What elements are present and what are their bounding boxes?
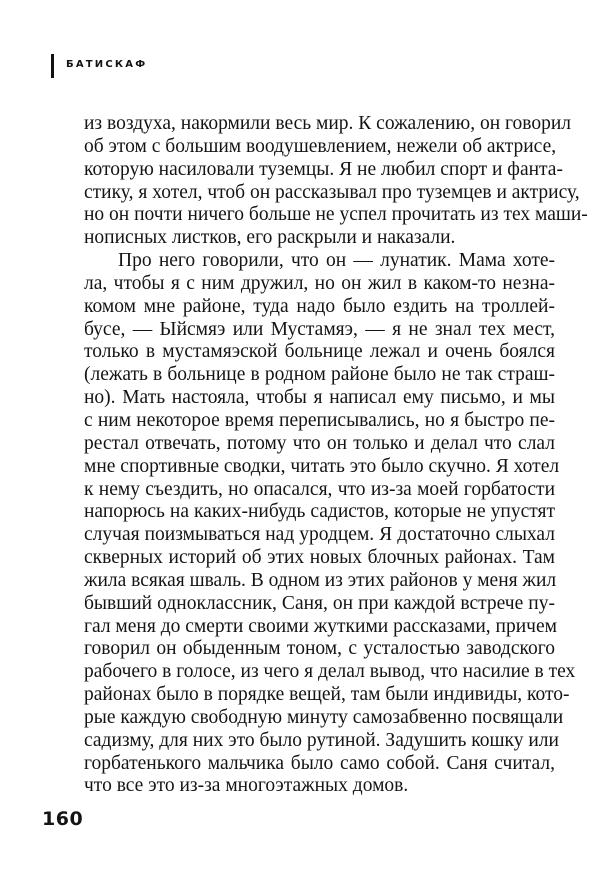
body-text xyxy=(84,113,588,798)
text-line: напорюсь на каких-нибудь садистов, которые не упустят xyxy=(84,501,555,523)
text-line: гал меня до смерти своими жуткими рассказами, причем xyxy=(84,615,557,637)
text-line: случая поизмываться над уродцем. Я достаточно слыхал xyxy=(84,524,555,546)
text-line: жила всякая шваль. В одном из этих районов у меня жил xyxy=(84,569,557,591)
text-line: говорил он обыденным тоном, с усталостью заводского xyxy=(84,638,555,660)
text-line: комом мне районе, туда надо было ездить на троллей- xyxy=(84,295,555,317)
paragraph xyxy=(84,113,588,250)
text-line: скверных историй об этих новых блочных районах. Там xyxy=(84,547,555,569)
text-line: но он почти ничего больше не успел прочитать из тех маши- xyxy=(84,204,588,226)
text-line: мне спортивные сводки, читать это было скучно. Я хотел xyxy=(84,455,560,477)
page-number: 160 xyxy=(42,808,84,830)
text-line: но). Мать настояла, чтобы я написал ему письмо, и мы xyxy=(84,387,555,409)
text-line: (лежать в больнице в родном районе было не так страш- xyxy=(84,364,555,386)
text-line: садизму, для них это было рутиной. Задушить кошку или xyxy=(84,729,559,751)
running-head: БАТИСКАФ xyxy=(66,59,148,70)
text-line: ла, чтобы я с ним дружил, но он жил в каком-то незна- xyxy=(84,272,555,294)
text-line: нописных листков, его раскрыли и наказали. xyxy=(84,227,456,249)
text-line: стику, я хотел, чтоб он рассказывал про туземцев и актрису, xyxy=(84,181,580,203)
text-line: что все это из-за многоэтажных домов. xyxy=(84,775,409,797)
text-line: к нему съездить, но опасался, что из-за моей горбатости xyxy=(84,478,555,500)
text-line: бывший одноклассник, Саня, он при каждой встрече пу- xyxy=(84,592,555,614)
text-line: рые каждую свободную минуту самозабвенно посвящали xyxy=(84,706,564,728)
running-head-rule xyxy=(51,54,54,78)
text-line: которую насиловали туземцы. Я не любил спорт и фанта- xyxy=(84,158,563,180)
text-line: об этом с большим воодушевлением, нежели об актрисе, xyxy=(84,135,557,157)
paragraph xyxy=(84,250,576,798)
text-line: бусе, — Ыйсмяэ или Мустамяэ, — я не знал тех мест, xyxy=(84,318,555,340)
text-line: рестал отвечать, потому что он только и делал что слал xyxy=(84,432,555,454)
text-line: районах было в порядке вещей, там были индивиды, кото- xyxy=(84,684,570,706)
text-line: из воздуха, накормили весь мир. К сожалению, он говорил xyxy=(84,113,572,134)
text-line: только в мустамяэской больнице лежал и очень боялся xyxy=(84,341,555,363)
text-line: Про него говорили, что он — лунатик. Мама хоте- xyxy=(118,250,555,272)
text-line: рабочего в голосе, из чего я делал вывод, что насилие в тех xyxy=(84,661,576,683)
text-line: горбатенького мальчика было само собой. Саня считал, xyxy=(84,752,555,774)
text-line: с ним некоторое время переписывались, но я быстро пе- xyxy=(84,409,555,431)
